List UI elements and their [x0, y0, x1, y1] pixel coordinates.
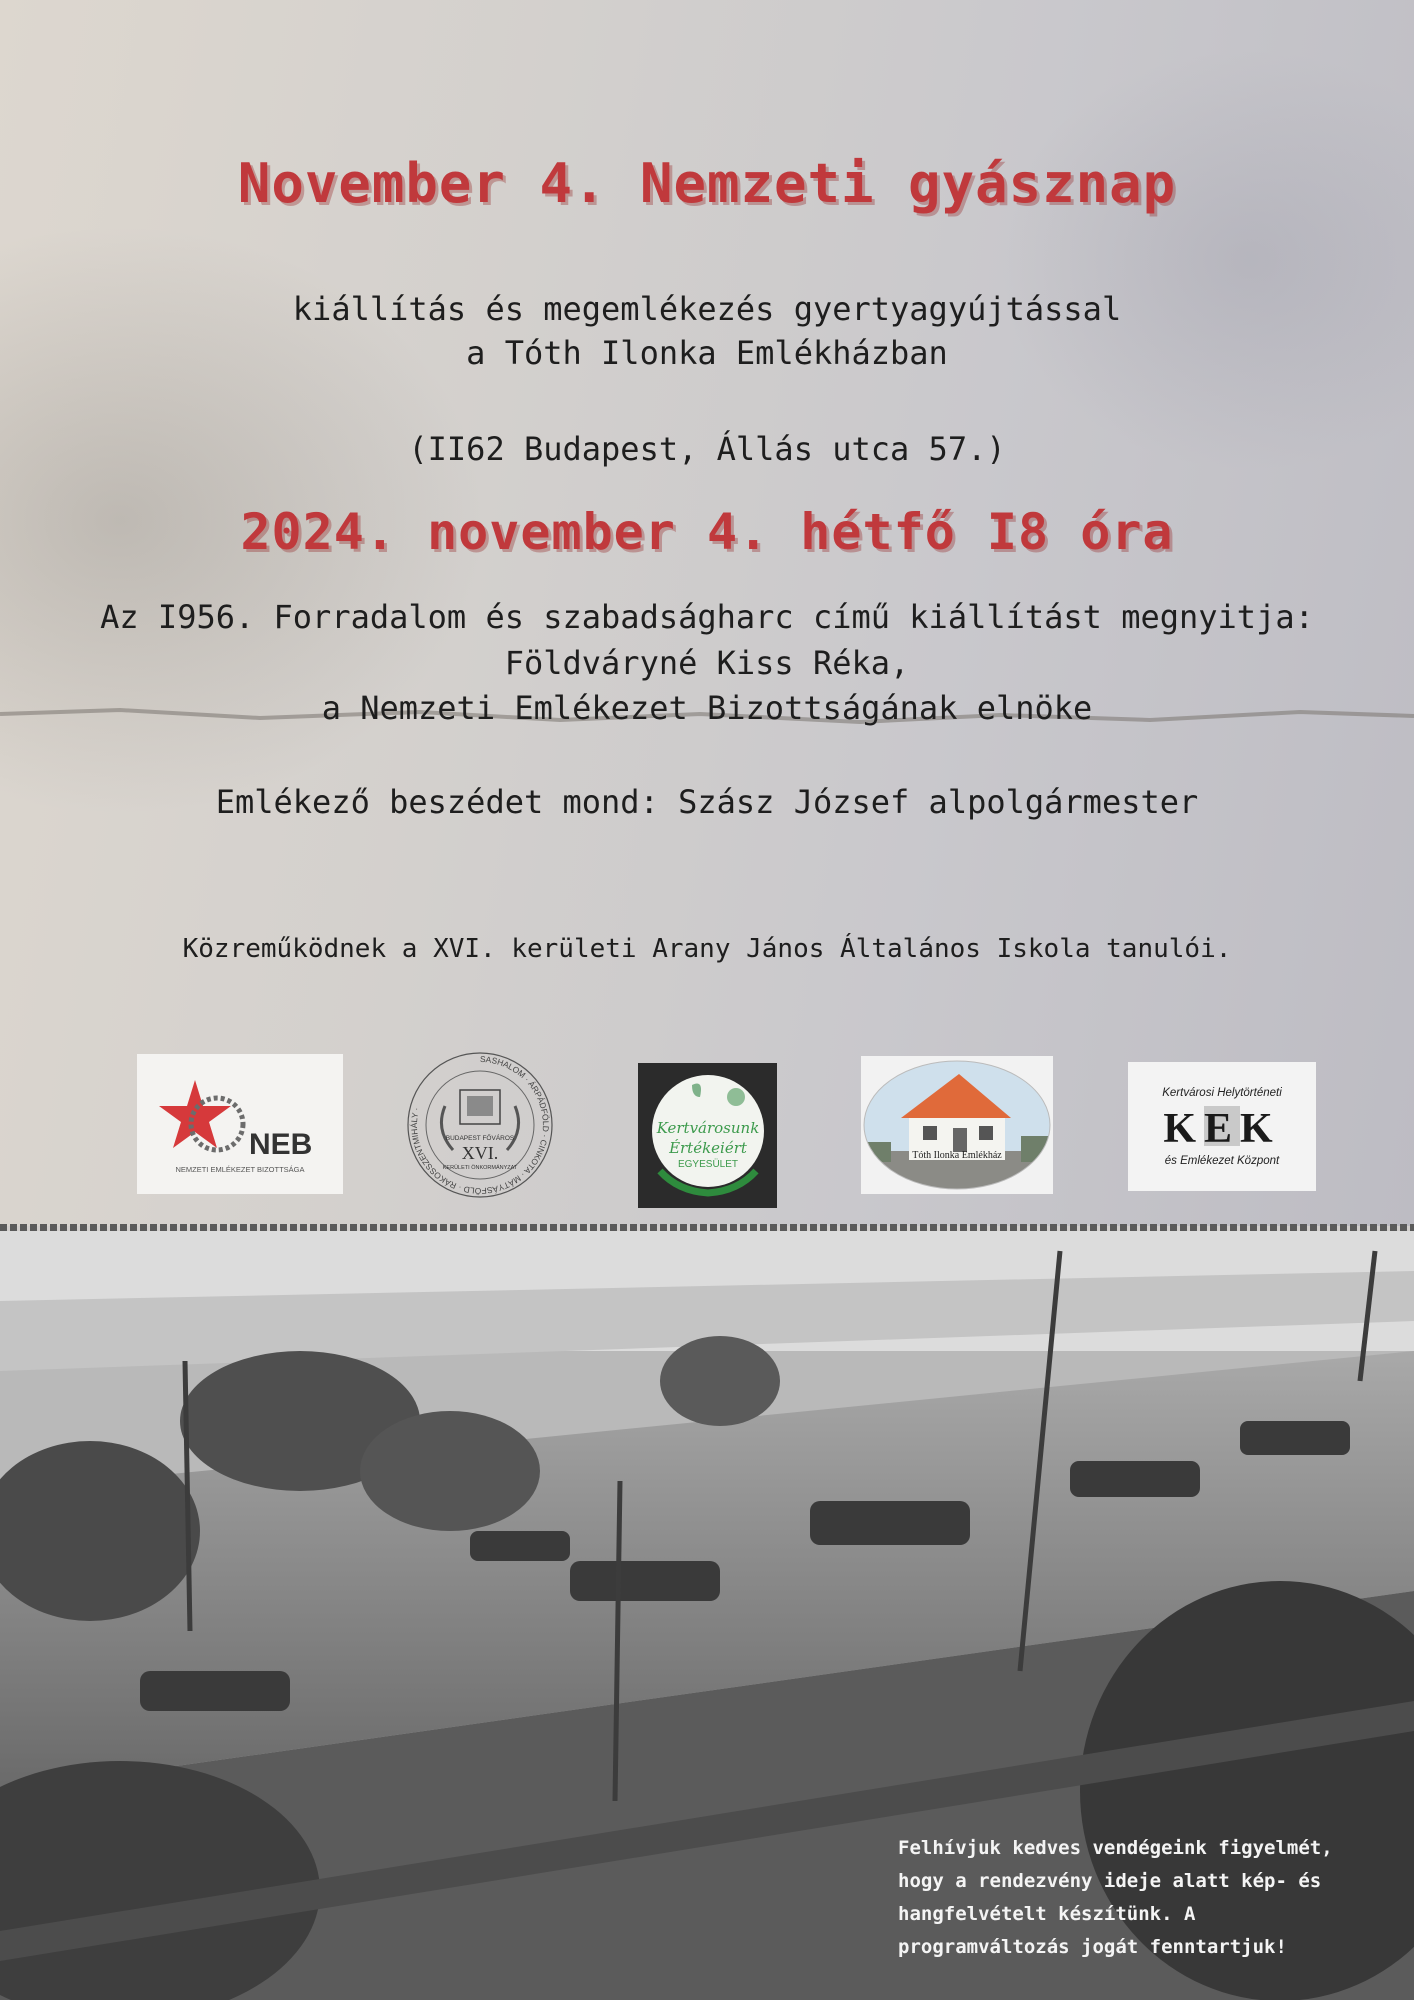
neb-subtext: NEMZETI EMLÉKEZET BIZOTTSÁGA	[175, 1165, 305, 1174]
kertvarosunk-logo	[638, 1063, 777, 1208]
venue-address: (II62 Budapest, Állás utca 57.)	[408, 430, 1006, 468]
kert-line-1: Kertvárosunk	[656, 1119, 760, 1137]
notice-line-2: hogy a rendezvény ideje alatt kép- és	[898, 1870, 1322, 1892]
toth-ilonka-house-logo	[861, 1056, 1053, 1194]
opening-speaker-title: a Nemzeti Emlékezet Bizottságának elnöke	[321, 689, 1093, 727]
kek-top-text: Kertvárosi Helytörténeti	[1162, 1087, 1282, 1099]
kert-line-2: Értékeiért	[669, 1139, 747, 1157]
neb-wordmark: NEB	[249, 1128, 313, 1161]
opening-line-1: Az I956. Forradalom és szabadságharc című kiállítást megnyitja:	[100, 598, 1314, 636]
district-seal-logo	[405, 1050, 555, 1200]
seal-bottom-text: KERÜLETI ÖNKORMÁNYZAT	[442, 1165, 518, 1171]
notice-text	[898, 1832, 1408, 1964]
notice-line-3: hangfelvételt készítünk. A	[898, 1903, 1196, 1925]
notice-line-1: Felhívjuk kedves vendégeink figyelmét,	[898, 1837, 1333, 1859]
seal-ring-text: SASHALOM · ÁRPÁDFÖLD · CINKOTA · MÁTYÁSFÖLD · RÁKOSSZENTMIHÁLY ·	[408, 1053, 552, 1197]
kert-line-3: EGYESÜLET	[677, 1159, 739, 1170]
notice-line-4: programváltozás jogát fenntartjuk!	[898, 1936, 1287, 1958]
seal-numeral: XVI.	[461, 1143, 499, 1163]
sponsor-logos	[0, 1050, 1414, 1210]
kek-logo	[1128, 1062, 1316, 1191]
toth-caption: Tóth Ilonka Emlékház	[912, 1150, 1002, 1161]
dotted-divider	[0, 1224, 1414, 1231]
speech-line: Emlékező beszédet mond: Szász József alpolgármester	[215, 783, 1199, 821]
event-date-time: 2024. november 4. hétfő I8 óra	[240, 503, 1174, 561]
seal-top-text: BUDAPEST FŐVÁROS	[445, 1135, 515, 1142]
event-title: November 4. Nemzeti gyásznap	[237, 152, 1177, 215]
performers-line: Közreműködnek a XVI. kerületi Arany János Általános Iskola tanulói.	[182, 934, 1232, 964]
subtitle-line-2: a Tóth Ilonka Emlékházban	[466, 334, 948, 372]
svg-text:SASHALOM · ÁRPÁDFÖLD · CINKOTA	[409, 1054, 551, 1196]
kek-letters: KEK	[1163, 1106, 1281, 1152]
neb-logo	[137, 1054, 343, 1194]
opening-speaker-name: Földváryné Kiss Réka,	[504, 644, 910, 682]
subtitle-line-1: kiállítás és megemlékezés gyertyagyújtással	[292, 290, 1122, 328]
kek-bottom-text: és Emlékezet Központ	[1164, 1155, 1280, 1167]
